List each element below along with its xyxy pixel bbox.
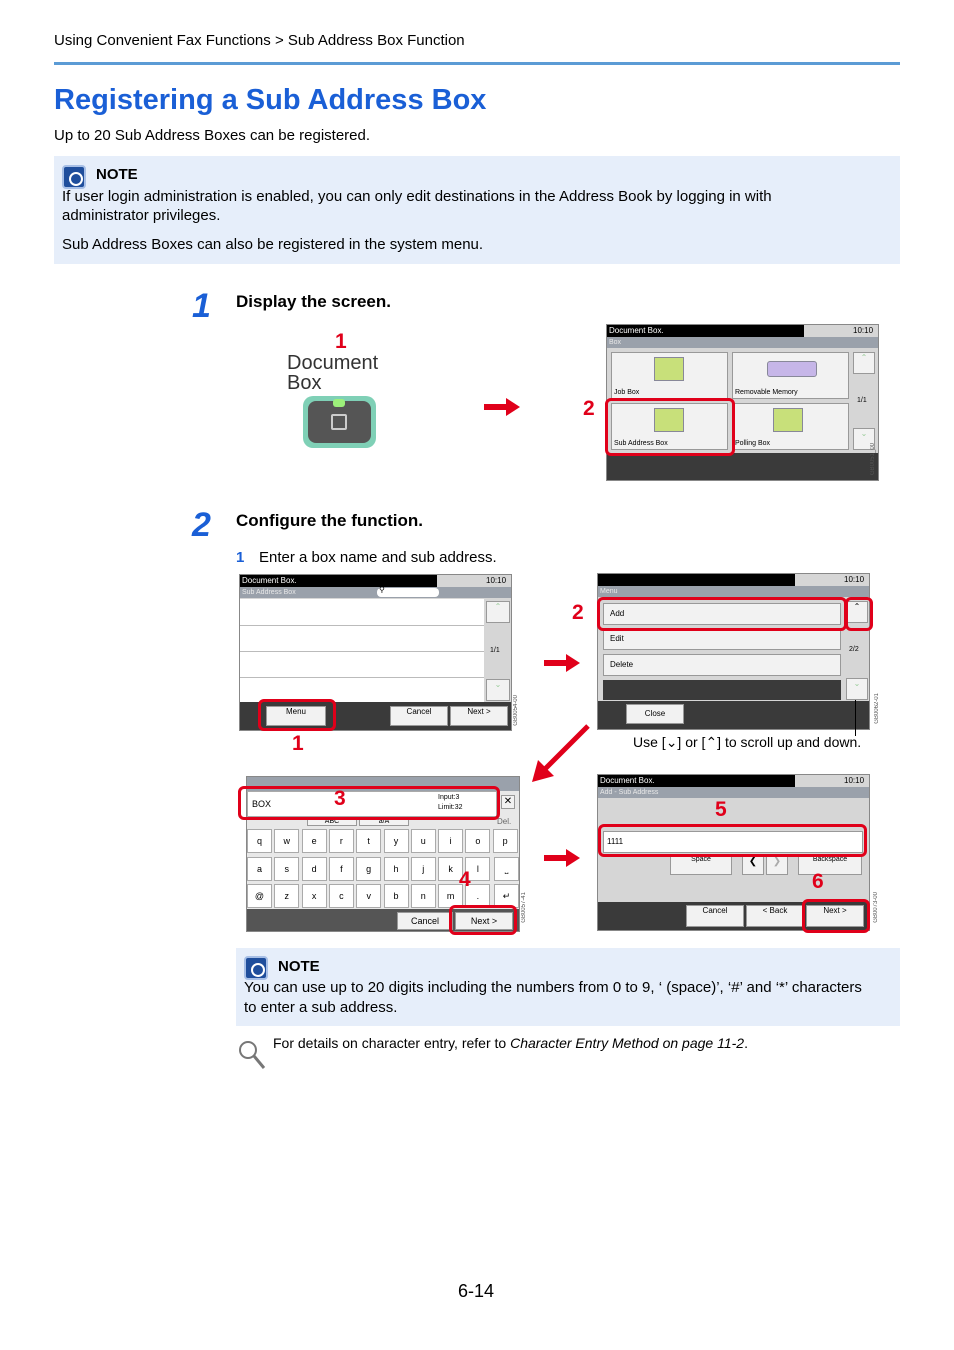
document-box-label-line: Box bbox=[287, 372, 322, 394]
note-text: If user login administration is enabled, you can only edit destinations in the Address Book by logging in with administrator privileges. bbox=[62, 188, 772, 224]
scroll-hint-text: Use [ bbox=[633, 734, 666, 750]
key[interactable]: u bbox=[411, 829, 436, 853]
reference-text: For details on character entry, refer to bbox=[273, 1035, 511, 1051]
key[interactable]: v bbox=[356, 884, 381, 908]
delete-menu-item[interactable]: Delete bbox=[603, 654, 841, 676]
screen-title: Document Box. bbox=[598, 775, 795, 787]
key[interactable]: p bbox=[493, 829, 518, 853]
chevron-down-icon: ⌄ bbox=[853, 679, 861, 688]
scroll-hint-text: ] to scroll up and down. bbox=[717, 734, 862, 750]
key[interactable]: l bbox=[465, 857, 490, 881]
pointer-line bbox=[855, 700, 856, 736]
note-label: NOTE bbox=[96, 166, 138, 183]
chevron-up-icon: ⌃ bbox=[494, 602, 502, 611]
key[interactable]: t bbox=[356, 829, 381, 853]
highlight-ring bbox=[845, 597, 873, 631]
space-key[interactable]: ⎵ bbox=[494, 857, 519, 881]
reference-link[interactable]: Character Entry Method on page 11-2 bbox=[510, 1035, 745, 1051]
usb-memory-icon bbox=[767, 361, 817, 377]
tile-label: Removable Memory bbox=[735, 389, 798, 396]
scroll-hint bbox=[633, 734, 861, 751]
key[interactable]: z bbox=[274, 884, 299, 908]
sub-address-value: 1111 bbox=[607, 837, 624, 846]
cursor-right-button[interactable] bbox=[766, 855, 788, 875]
key[interactable]: e bbox=[302, 829, 327, 853]
space-button[interactable]: Space bbox=[670, 855, 732, 875]
list-divider bbox=[240, 651, 484, 652]
input-count: Input:3 bbox=[438, 794, 460, 801]
page-indicator: 1/1 bbox=[490, 647, 500, 654]
page-number: 6-14 bbox=[458, 1281, 495, 1301]
tile-label: Job Box bbox=[614, 389, 640, 396]
screen-title: Document Box. bbox=[607, 325, 804, 337]
highlight-ring bbox=[258, 699, 336, 731]
empty-menu-slot bbox=[603, 680, 841, 700]
box-icon bbox=[654, 357, 684, 381]
key[interactable]: n bbox=[411, 884, 436, 908]
key[interactable]: g bbox=[356, 857, 381, 881]
list-divider bbox=[240, 677, 484, 678]
polling-box-icon bbox=[773, 408, 803, 432]
sub-step-number: 1 bbox=[236, 549, 245, 566]
next-button[interactable]: Next > bbox=[806, 905, 864, 927]
removable-memory-tile[interactable] bbox=[732, 352, 849, 399]
highlight-ring bbox=[605, 398, 735, 456]
key[interactable]: . bbox=[465, 884, 490, 908]
chevron-up-icon: ⌃ bbox=[853, 602, 861, 611]
note-box bbox=[54, 156, 900, 264]
back-button[interactable]: < Back bbox=[746, 905, 804, 927]
edit-menu-item[interactable]: Edit bbox=[603, 628, 841, 650]
key[interactable]: i bbox=[438, 829, 463, 853]
highlight-ring bbox=[597, 597, 847, 631]
chevron-down-icon: ⌄ bbox=[665, 734, 678, 750]
note-text: Sub Address Boxes can also be registered in the system menu. bbox=[62, 236, 484, 253]
note-label: NOTE bbox=[278, 958, 320, 975]
scroll-up-button[interactable] bbox=[853, 352, 875, 374]
document-box-label-line: Document bbox=[287, 352, 379, 374]
job-box-tile[interactable] bbox=[611, 352, 728, 399]
chevron-down-icon: ⌄ bbox=[494, 680, 502, 689]
key[interactable]: k bbox=[438, 857, 463, 881]
backspace-button[interactable]: Backspace bbox=[798, 855, 862, 875]
key[interactable]: x bbox=[302, 884, 327, 908]
screen-time: 10:10 bbox=[844, 575, 865, 584]
note-box bbox=[236, 948, 900, 1026]
key[interactable]: w bbox=[274, 829, 299, 853]
arrow-right-icon bbox=[544, 849, 580, 867]
note-text: You can use up to 20 digits including the numbers from 0 to 9, ‘ (space)’, ‘#’ and ‘*’ characters to enter a sub address. bbox=[244, 979, 862, 1016]
screen-title bbox=[598, 574, 795, 586]
note-icon bbox=[62, 165, 86, 189]
case-toggle-button[interactable]: a/A bbox=[359, 817, 409, 826]
input-limit: Limit:32 bbox=[438, 804, 463, 811]
arrow-right-icon bbox=[544, 654, 580, 672]
document-box-button[interactable] bbox=[303, 396, 376, 448]
callout: 5 bbox=[715, 798, 727, 821]
step-number: 2 bbox=[192, 506, 211, 544]
page-indicator: 2/2 bbox=[849, 646, 859, 653]
next-button[interactable]: Next > bbox=[450, 706, 508, 726]
scroll-down-button[interactable] bbox=[486, 679, 510, 701]
chevron-up-icon: ⌃ bbox=[705, 734, 718, 750]
screen-bottom-bar bbox=[607, 453, 878, 480]
search-icon: ⚲ bbox=[379, 585, 385, 594]
screen-subtitle: Box bbox=[607, 337, 878, 348]
callout: 3 bbox=[334, 787, 346, 810]
key[interactable]: y bbox=[384, 829, 409, 853]
highlight-ring bbox=[238, 786, 500, 820]
status-led-icon bbox=[333, 399, 345, 407]
magnifier-icon bbox=[236, 1038, 268, 1072]
chevron-right-icon: ❯ bbox=[772, 856, 782, 867]
sub-step-text: Enter a box name and sub address. bbox=[259, 549, 497, 566]
delete-key[interactable]: Del. bbox=[497, 817, 512, 826]
arrow-right-icon bbox=[484, 398, 520, 416]
key[interactable]: o bbox=[465, 829, 490, 853]
key[interactable]: c bbox=[329, 884, 354, 908]
screen-time: 10:10 bbox=[486, 576, 507, 585]
key[interactable]: d bbox=[302, 857, 327, 881]
callout: 4 bbox=[459, 868, 471, 891]
note-icon bbox=[244, 956, 268, 980]
list-divider bbox=[240, 625, 484, 626]
page-indicator: 1/1 bbox=[857, 397, 867, 404]
search-input[interactable] bbox=[377, 585, 439, 597]
screen-time: 10:10 bbox=[853, 326, 874, 335]
chevron-up-icon: ⌃ bbox=[860, 353, 868, 362]
key[interactable]: s bbox=[274, 857, 299, 881]
abc-mode-button[interactable]: ABC bbox=[307, 817, 357, 826]
highlight-ring bbox=[802, 899, 870, 933]
box-name-value: BOX bbox=[252, 799, 272, 809]
key[interactable]: r bbox=[329, 829, 354, 853]
key[interactable]: h bbox=[384, 857, 409, 881]
arrow-down-left-icon bbox=[528, 722, 594, 784]
highlight-ring bbox=[598, 824, 867, 857]
scroll-hint-text: ] or [ bbox=[677, 734, 706, 750]
document-box-label bbox=[287, 353, 378, 393]
screen-subtitle: Add - Sub Address bbox=[598, 787, 869, 798]
close-button[interactable]: Close bbox=[626, 704, 684, 724]
screen-title: Document Box. bbox=[240, 575, 437, 587]
callout: 2 bbox=[572, 601, 584, 624]
step-number: 1 bbox=[192, 287, 211, 325]
key[interactable]: m bbox=[438, 884, 463, 908]
breadcrumb: Using Convenient Fax Functions > Sub Address Box Function bbox=[54, 32, 465, 49]
page-subtitle: Up to 20 Sub Address Boxes can be registered. bbox=[54, 127, 371, 144]
polling-box-tile[interactable] bbox=[732, 403, 849, 450]
document-box-icon bbox=[331, 414, 347, 430]
key[interactable]: j bbox=[411, 857, 436, 881]
key[interactable]: @ bbox=[247, 884, 272, 908]
figure-code: GB0057-41 bbox=[521, 892, 527, 923]
page-title: Registering a Sub Address Box bbox=[54, 84, 487, 116]
figure-code: GB0051_00 bbox=[870, 443, 876, 476]
tile-label: Sub Address Box bbox=[614, 440, 668, 447]
cursor-left-button[interactable] bbox=[742, 855, 764, 875]
enter-key[interactable]: ↵ bbox=[494, 884, 519, 908]
cancel-button[interactable]: Cancel bbox=[397, 912, 453, 930]
callout: 6 bbox=[812, 870, 824, 893]
scroll-down-button[interactable] bbox=[846, 678, 868, 700]
scroll-up-button[interactable] bbox=[486, 601, 510, 623]
cancel-button[interactable]: Cancel bbox=[390, 706, 448, 726]
callout: 1 bbox=[292, 732, 304, 755]
reference-text: . bbox=[744, 1035, 748, 1051]
callout: 2 bbox=[583, 397, 595, 420]
callout: 1 bbox=[335, 330, 347, 353]
reference-note bbox=[273, 1035, 748, 1051]
step-heading: Configure the function. bbox=[236, 511, 423, 530]
step-heading: Display the screen. bbox=[236, 292, 391, 311]
chevron-down-icon: ⌄ bbox=[860, 429, 868, 438]
screen-subtitle: Sub Address Box bbox=[240, 587, 511, 598]
screen-subtitle: Menu bbox=[598, 586, 869, 597]
key[interactable]: q bbox=[247, 829, 272, 853]
figure-code: GB0073-00 bbox=[873, 892, 879, 923]
key[interactable]: b bbox=[384, 884, 409, 908]
menu-button[interactable]: Menu bbox=[266, 706, 326, 726]
box-list bbox=[240, 599, 484, 703]
add-menu-item[interactable]: Add bbox=[603, 603, 841, 625]
key[interactable]: f bbox=[329, 857, 354, 881]
figure-code: GB0054-00 bbox=[513, 695, 519, 726]
header-rule bbox=[54, 62, 900, 65]
chevron-left-icon: ❮ bbox=[748, 856, 758, 867]
next-button[interactable]: Next > bbox=[455, 912, 513, 930]
cancel-button[interactable]: Cancel bbox=[686, 905, 744, 927]
figure-code: GB0062-01 bbox=[874, 693, 880, 724]
key[interactable]: a bbox=[247, 857, 272, 881]
highlight-ring bbox=[449, 905, 517, 935]
screen-time: 10:10 bbox=[844, 776, 865, 785]
clear-input-icon[interactable]: ✕ bbox=[501, 795, 515, 809]
tile-label: Polling Box bbox=[735, 440, 771, 447]
